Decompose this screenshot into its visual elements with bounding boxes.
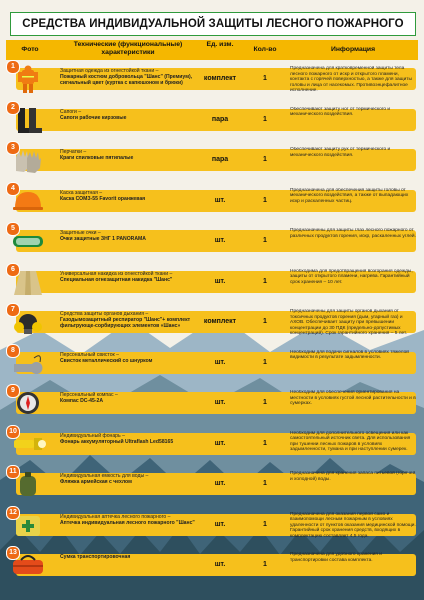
item-category: Индивидуальный фонарь –: [60, 432, 125, 439]
table-row-3: [6, 143, 418, 176]
row-number-badge: 7: [6, 303, 20, 317]
item-quantity: 1: [263, 561, 267, 568]
item-info: Обеспечивают защиту рук от термического и механического воздействия.: [290, 147, 391, 158]
item-name: Каска СОМЗ-55 Favorit оранжевая: [60, 195, 146, 202]
row-number-badge: 6: [6, 263, 20, 277]
item-quantity: 1: [263, 196, 267, 204]
table-row-7: [6, 305, 418, 338]
item-description: [60, 433, 196, 455]
item-quantity: 1: [263, 318, 267, 325]
row-number-badge: 3: [6, 141, 20, 155]
item-description: [60, 149, 196, 171]
item-info: Предназначена для удобного хранения и транспортировки состава комплекта.: [290, 552, 382, 563]
row-number-badge: 5: [6, 222, 20, 236]
item-description: [60, 352, 196, 374]
item-description: [60, 190, 196, 212]
item-quantity: 1: [263, 75, 267, 82]
item-name: Свисток металлический со шнурком: [60, 357, 153, 364]
item-name: Фонарь аккумуляторный Ultraflash Led58165: [60, 438, 174, 445]
item-name: Краги спилковые пятипалые: [60, 155, 134, 161]
item-unit: шт.: [214, 237, 226, 244]
item-description: [60, 271, 196, 293]
table-header: [6, 40, 418, 60]
item-category: Персональный компас –: [60, 392, 118, 398]
row-number-badge: 13: [6, 546, 20, 560]
item-unit: пара: [211, 115, 229, 123]
item-info: Необходима для предотвращения возгорания одежды, защиты от открытого пламени, нагрева. Гарантийный срок хранения – 10 лет.: [290, 268, 413, 285]
item-quantity: 1: [263, 399, 267, 406]
row-number-badge: 11: [6, 465, 20, 479]
item-quantity: 1: [263, 480, 267, 487]
item-category: Средства защиты органов дыхания –: [60, 311, 149, 317]
item-name: Пожарный костюм добровольца "Шанс" (Премиум), сигнальный цвет (куртка с капюшоном и брюки): [60, 74, 193, 86]
item-unit: шт.: [214, 439, 226, 447]
item-description: [60, 473, 196, 495]
item-quantity: 1: [263, 156, 267, 163]
header-photo: Фото: [21, 46, 39, 53]
item-category: Защитные очки –: [60, 230, 101, 236]
row-number-badge: 12: [6, 506, 20, 520]
item-name: Аптечка индивидуальная лесного пожарного "Шанс": [60, 519, 195, 526]
row-number-badge: 1: [6, 60, 20, 74]
item-name: Компас DC-45-2А: [60, 398, 104, 404]
header-unit: Ед. изм.: [206, 41, 234, 48]
item-name: Газодымозащитный респиратор "Шанс"+ комплект фильтрующе-сорбирующих элементов «Шанс»: [60, 317, 191, 329]
table-row-6: [6, 265, 418, 298]
item-quantity: 1: [263, 277, 267, 285]
header-characteristics: Технические (функциональные) характеристики: [73, 41, 183, 56]
table-row-10: [6, 427, 418, 460]
item-info: Предназначены для защиты органов дыхания от токсичных продуктов горения (дым, угарный газ) и АХОВ. Обеспечивает защиту при превышении концентрации до 30 ПДК (предельно-допустимых концентраций). Срок гарантийного хранения – 5 лет.: [290, 309, 408, 335]
item-unit: шт.: [214, 277, 226, 285]
item-name: Сапоги рабочие кирзовые: [60, 114, 127, 121]
item-info: Необходим для дополнительного освещения или как самостоятельный источник света. Для использования при тушении лесных пожаров в условиях задымленности, тумана и при наступлении сумерек.: [290, 430, 411, 453]
table-row-5: [6, 224, 418, 257]
page-title: СРЕДСТВА ИНДИВИДУАЛЬНОЙ ЗАЩИТЫ ЛЕСНОГО ПОЖАРНОГО: [10, 12, 416, 36]
item-category: Индивидуальная аптечка лесного пожарного –: [60, 513, 171, 520]
item-info: Предназначена для обеспечения защиты головы от механического воздействия, а также от выпадающих искр и раскаленных частиц.: [290, 187, 409, 204]
table-row-13: [6, 548, 418, 581]
item-unit: шт.: [214, 520, 226, 528]
item-unit: комплект: [203, 75, 237, 82]
item-category: Сапоги –: [60, 108, 82, 115]
item-category: Универсальная накидка из огнестойкой ткани –: [60, 270, 173, 277]
item-description: [60, 311, 196, 333]
item-description: [60, 109, 196, 131]
item-name: Фляжка армейская с чехлом: [60, 479, 132, 485]
row-number-badge: 8: [6, 344, 20, 358]
item-category: Персональный свисток –: [60, 351, 120, 358]
item-name: Сумка транспортировочная: [60, 554, 131, 560]
item-unit: шт.: [214, 196, 226, 204]
header-info: Информация: [330, 46, 376, 53]
item-category: Защитная одежда из огнестойкой ткани –: [60, 68, 159, 74]
item-unit: шт.: [214, 561, 226, 568]
table-row-1: [6, 62, 418, 95]
item-unit: шт.: [214, 358, 226, 366]
item-category: Каска защитная –: [60, 189, 103, 196]
item-unit: шт.: [214, 480, 226, 487]
row-number-badge: 9: [6, 384, 20, 398]
table-row-4: [6, 184, 418, 217]
table-row-12: [6, 508, 418, 541]
item-info: Предназначена для хранения запаса питьевой (горячей и холодной) воды.: [290, 471, 416, 482]
item-quantity: 1: [263, 115, 267, 123]
item-name: Очки защитные ЗНГ 1 PANORAMA: [60, 236, 146, 242]
item-info: Предназначены для защиты глаз лесного пожарного от различных продуктов горения, искр, раскаленных углей.: [290, 228, 416, 239]
item-description: [60, 554, 196, 576]
header-qty: Кол-во: [253, 46, 277, 53]
item-info: Обеспечивают защиту ног от термического и механического воздействия.: [290, 106, 391, 118]
row-number-badge: 10: [6, 425, 20, 439]
item-description: [60, 514, 196, 536]
item-description: [60, 392, 196, 414]
item-quantity: 1: [263, 439, 267, 447]
row-number-badge: 2: [6, 101, 20, 115]
item-name: Специальная огнезащитная накидка "Шанс": [60, 276, 173, 283]
item-unit: пара: [211, 156, 229, 163]
table-row-2: [6, 103, 418, 136]
item-info: Необходим для подачи сигналов в условиях тяжелой видимости в результате задымленности.: [290, 349, 409, 361]
table-row-11: [6, 467, 418, 500]
item-quantity: 1: [263, 520, 267, 528]
item-description: [60, 68, 196, 90]
item-info: Предназначена для кратковременной защиты тела лесного пожарного от искр и открытого пламени, контакта с горячей поверхностью, а также для защиты головы и лица от насекомых. Противоэнцефалитное исполнение.: [290, 66, 412, 92]
table-row-8: [6, 346, 418, 379]
item-unit: шт.: [214, 399, 226, 406]
item-quantity: 1: [263, 358, 267, 366]
item-info: Предназначена для оказания первой само и взаимопомощи лесным пожарным в условиях удаленности от пунктов оказания медицинской помощи. Гарантийный срок хранения средств, входящих в комплектацию составляет 4,5 года.: [290, 511, 416, 538]
item-category: Индивидуальная емкость для воды –: [60, 473, 149, 479]
item-category: Перчатки –: [60, 149, 87, 155]
item-description: [60, 230, 196, 252]
row-number-badge: 4: [6, 182, 20, 196]
table-row-9: [6, 386, 418, 419]
item-quantity: 1: [263, 237, 267, 244]
item-unit: комплект: [203, 318, 237, 325]
item-info: Необходим для обеспечения ориентирования на местности в условиях густой лесной растительности и в сумерках.: [290, 390, 416, 407]
